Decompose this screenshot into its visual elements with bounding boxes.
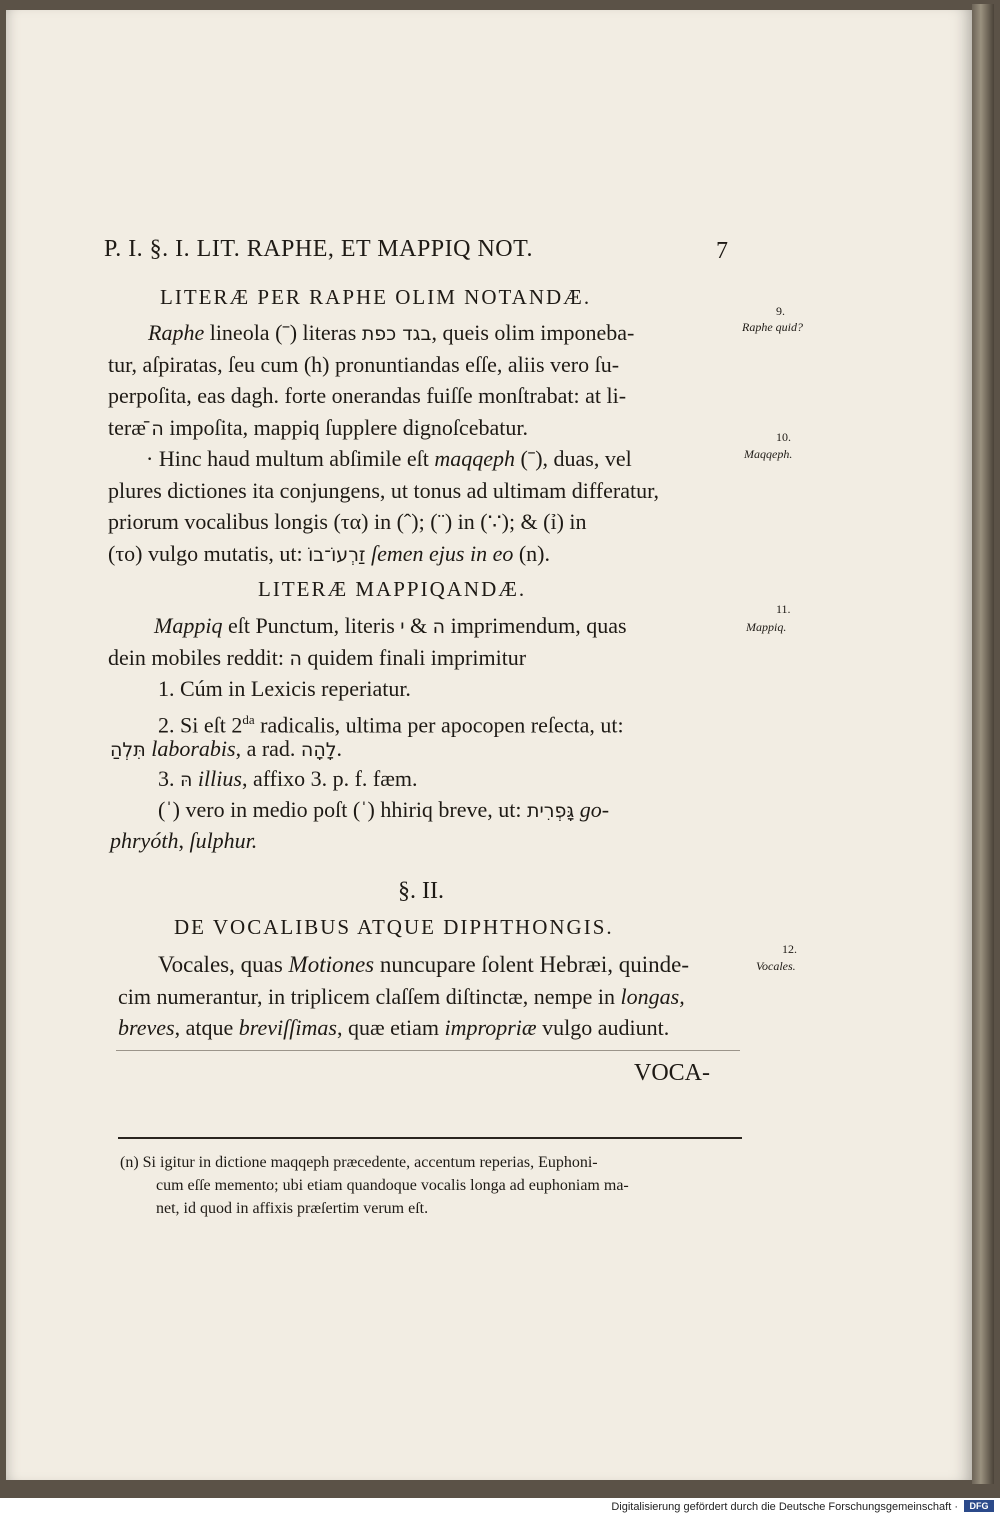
- list-item: [158, 766, 418, 793]
- text-span: .: [336, 736, 343, 761]
- text-line: [108, 645, 526, 672]
- text-line: [118, 984, 685, 1010]
- text-span: cim numerantur, in triplicem claſſem diſtinctæ, nempe in: [118, 984, 621, 1009]
- latin-gloss: ſulphur.: [189, 828, 258, 853]
- term-motiones: Motiones: [288, 952, 375, 977]
- latin-gloss: ſemen ejus in eo: [365, 541, 514, 566]
- footer-credit: Digitalisierung gefördert durch die Deutsche Forschungsgemeinschaft ·: [611, 1501, 958, 1513]
- hebrew-text: י: [400, 616, 405, 638]
- text-line: [158, 797, 609, 824]
- text-span: impoſita, mappiq ſupplere dignoſcebatur.: [163, 415, 528, 440]
- margin-note: Vocales.: [756, 959, 796, 973]
- text-line: [108, 541, 550, 568]
- hebrew-text: לָהָה: [300, 739, 337, 761]
- margin-number: 11.: [776, 602, 791, 616]
- list-item: [158, 707, 624, 738]
- dfg-logo: DFG: [964, 1500, 994, 1512]
- text-line: tur, aſpiratas, ſeu cum (h) pronuntiandas eſſe, aliis vero ſu-: [108, 352, 620, 377]
- text-span: (το) vulgo mutatis, ut:: [108, 541, 309, 566]
- text-line: [118, 1015, 669, 1041]
- text-span: dein mobiles reddit:: [108, 645, 290, 670]
- text-line: priorum vocalibus longis (τα) in (ˆ); (¨) in (∵); & (ỉ) in: [108, 509, 587, 534]
- paragraph-mark: §. II.: [398, 878, 444, 904]
- text-line: [154, 613, 627, 640]
- hebrew-text: הּ: [180, 769, 193, 791]
- text-span: , a rad.: [235, 736, 301, 761]
- latin-gloss: laborabis: [145, 736, 236, 761]
- term-impropriae: impropriæ: [444, 1015, 537, 1040]
- margin-number: 10.: [776, 430, 791, 444]
- margin-note: Maqqeph.: [744, 447, 793, 461]
- text-span: , quæ etiam: [336, 1015, 445, 1040]
- text-span: nuncupare ſolent Hebræi, quinde-: [374, 952, 690, 977]
- term-raphe: Raphe: [148, 320, 205, 345]
- text-span: , affixo 3. p. f. fæm.: [241, 766, 418, 791]
- superscript: da: [242, 712, 255, 727]
- text-span: (n).: [513, 541, 551, 566]
- margin-number: 12.: [782, 942, 797, 956]
- text-span: imprimendum, quas: [445, 613, 627, 638]
- digitization-footer: [0, 1498, 1000, 1516]
- text-line: perpoſita, eas dagh. forte onerandas fuiſſe monſtrabat: at li-: [108, 383, 627, 408]
- section-heading-vocales: DE VOCALIBUS ATQUE DIPHTHONGIS.: [174, 915, 614, 939]
- term-mappiq: Mappiq: [154, 613, 223, 638]
- text-span: teræ: [108, 415, 152, 440]
- text-span: (ˉ), duas, vel: [515, 446, 632, 471]
- text-span: lineola (ˉ) literas: [204, 320, 362, 345]
- hebrew-text: תִּלְהַ: [110, 739, 146, 761]
- text-line: [146, 446, 632, 472]
- list-item: 1. Cúm in Lexicis reperiatur.: [158, 676, 411, 701]
- text-span: ,: [178, 828, 190, 853]
- term-brevissimas: breviſſimas: [238, 1015, 337, 1040]
- hebrew-text: ה: [289, 648, 302, 670]
- margin-note: Mappiq.: [746, 620, 787, 634]
- hebrew-text: זַרְעוֹ־בוֹ: [308, 544, 366, 566]
- margin-number: 9.: [776, 304, 785, 318]
- hebrew-text: ה̄: [151, 418, 164, 440]
- section-heading-mappiq: LITERÆ MAPPIQANDÆ.: [258, 577, 527, 601]
- catchword: VOCA-: [634, 1060, 710, 1086]
- margin-note: Raphe quid?: [742, 320, 803, 334]
- term-maqqeph: maqqeph: [434, 446, 516, 471]
- hebrew-text: בגד כפת: [361, 323, 432, 345]
- footnote-line: (n) Si igitur in dictione maqqeph præcedente, accentum reperias, Euphoni-: [120, 1154, 598, 1171]
- hebrew-text: גָּפְרִית: [527, 800, 575, 822]
- text-span: · Hinc haud multum abſimile eſt: [146, 446, 435, 471]
- running-head: P. I. §. I. LIT. RAPHE, ET MAPPIQ NOT.: [104, 236, 534, 262]
- hebrew-text: ה: [432, 616, 446, 638]
- term-longas: longas,: [620, 984, 685, 1009]
- text-span: , queis olim imponeba-: [431, 320, 635, 345]
- latin-gloss: illius: [192, 766, 242, 791]
- text-span: Vocales, quas: [158, 952, 289, 977]
- latin-gloss: go-: [574, 797, 610, 822]
- latin-gloss: phryóth: [110, 828, 179, 853]
- text-line: [158, 952, 689, 978]
- text-line: [148, 320, 634, 347]
- text-span: 3.: [158, 766, 180, 791]
- footnote-line: cum eſſe memento; ubi etiam quandoque vocalis longa ad euphoniam ma-: [156, 1177, 629, 1194]
- text-span: eſt Punctum, literis: [222, 613, 401, 638]
- section-heading-raphe: LITERÆ PER RAPHE OLIM NOTANDÆ.: [160, 285, 592, 309]
- text-span: (ˈ) vero in medio poſt (ˈ) hhiriq breve, ut:: [158, 797, 528, 822]
- page-number: 7: [716, 238, 729, 264]
- term-breves: breves: [118, 1015, 175, 1040]
- text-span: vulgo audiunt.: [536, 1015, 670, 1040]
- text-span: , atque: [174, 1015, 239, 1040]
- text-span: 2. Si eſt 2: [158, 712, 243, 738]
- text-line: plures dictiones ita conjungens, ut tonus ad ultimam differatur,: [108, 478, 660, 503]
- text-span: quidem finali imprimitur: [301, 645, 527, 670]
- footnote-rule: [118, 1137, 742, 1139]
- bleed-through-rule: [116, 1050, 740, 1051]
- text-line: [110, 736, 342, 763]
- page-edge: [972, 4, 994, 1484]
- text-line: [108, 415, 528, 442]
- footnote-line: net, id quod in affixis præſertim verum eſt.: [156, 1200, 429, 1217]
- text-span: &: [404, 613, 433, 638]
- text-span: radicalis, ultima per apocopen reſecta, ut:: [254, 712, 624, 738]
- text-line: [110, 828, 257, 854]
